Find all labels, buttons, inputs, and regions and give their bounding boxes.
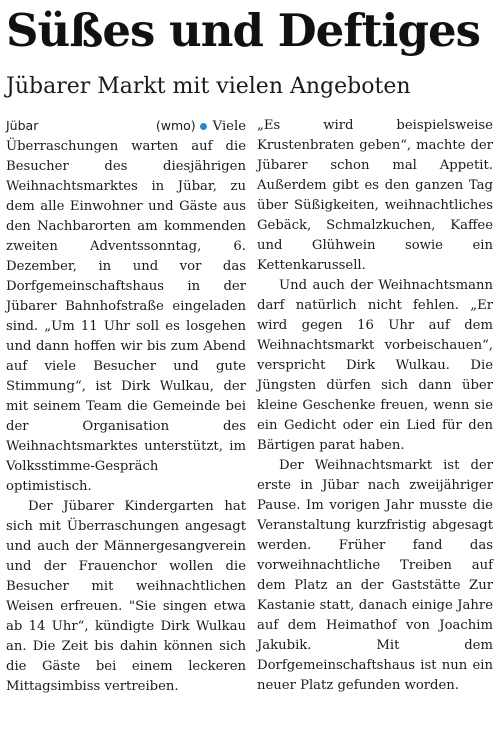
article-paragraph: Der Weihnachtsmarkt ist der erste in Jübar nach zweijähriger Pause. Im vorigen Jahr musste die Veranstaltung kurzfristig abgesagt werden. Früher fand das vorweihnachtliche Treiben auf dem Platz an der Gaststätte Zur Kastanie statt, danach einige Jahre auf dem Heimathof von Joachim Jakubik. Mit dem Dorfgemeinschaftshaus ist nun ein neuer Platz gefunden worden.: [257, 458, 493, 693]
dateline-place: Jübar: [6, 118, 39, 133]
article-headline: Süßes und Deftiges: [6, 4, 480, 57]
dateline-author: (wmo): [38, 118, 196, 133]
article-column-left: [6, 116, 246, 697]
article-paragraph: Der Jübarer Kindergarten hat sich mit Überraschungen angesagt und auch der Männergesangverein und der Frauenchor wollen die Besucher mit weihnachtlichen Weisen erfreuen. "Sie singen etwa ab 14 Uhr“, kündigte Dirk Wulkau an. Die Zeit bis dahin können sich die Gäste bei einem leckeren Mittagsimbiss vertreiben.: [6, 499, 246, 694]
article-paragraph: „Es wird beispielsweise Krustenbraten geben“, machte der Jübarer schon mal Appetit. Außerdem gibt es den ganzen Tag über Süßigkeiten, weihnachtliches Gebäck, Schmalzkuchen, Kaffee und Glühwein sowie ein Kettenkarussell.: [257, 118, 493, 273]
article-paragraph: [6, 116, 246, 497]
article-column-right: [257, 116, 493, 696]
paragraph-text: Viele Überraschungen warten auf die Besucher des diesjährigen Weihnachtsmarktes in Jübar, zu dem alle Einwohner und Gäste aus den Nachbarorten am kommenden zweiten Adventssonntag, 6. Dezember, in und vor das Dorfgemeinschaftshaus in der Jübarer Bahnhofstraße eingeladen sind. „Um 11 Uhr soll es losgehen und dann hoffen wir bis zum Abend auf viele Besucher und gute Stimmung“, ist Dirk Wulkau, der mit seinem Team die Gemeinde bei der Organisation des Weihnachtsmarktes unterstützt, im Volksstimme-Gespräch optimistisch.: [6, 119, 246, 494]
article-subheadline: Jübarer Markt mit vielen Angeboten: [6, 74, 411, 99]
bullet-dot-icon: [200, 123, 207, 130]
article-paragraph: Und auch der Weihnachtsmann darf natürlich nicht fehlen. „Er wird gegen 16 Uhr auf dem Weihnachtsmarkt vorbeischauen“, verspricht Dirk Wulkau. Die Jüngsten dürfen sich dann über kleine Geschenke freuen, wenn sie ein Gedicht oder ein Lied für den Bärtigen parat haben.: [257, 278, 493, 453]
dateline: [6, 118, 196, 133]
